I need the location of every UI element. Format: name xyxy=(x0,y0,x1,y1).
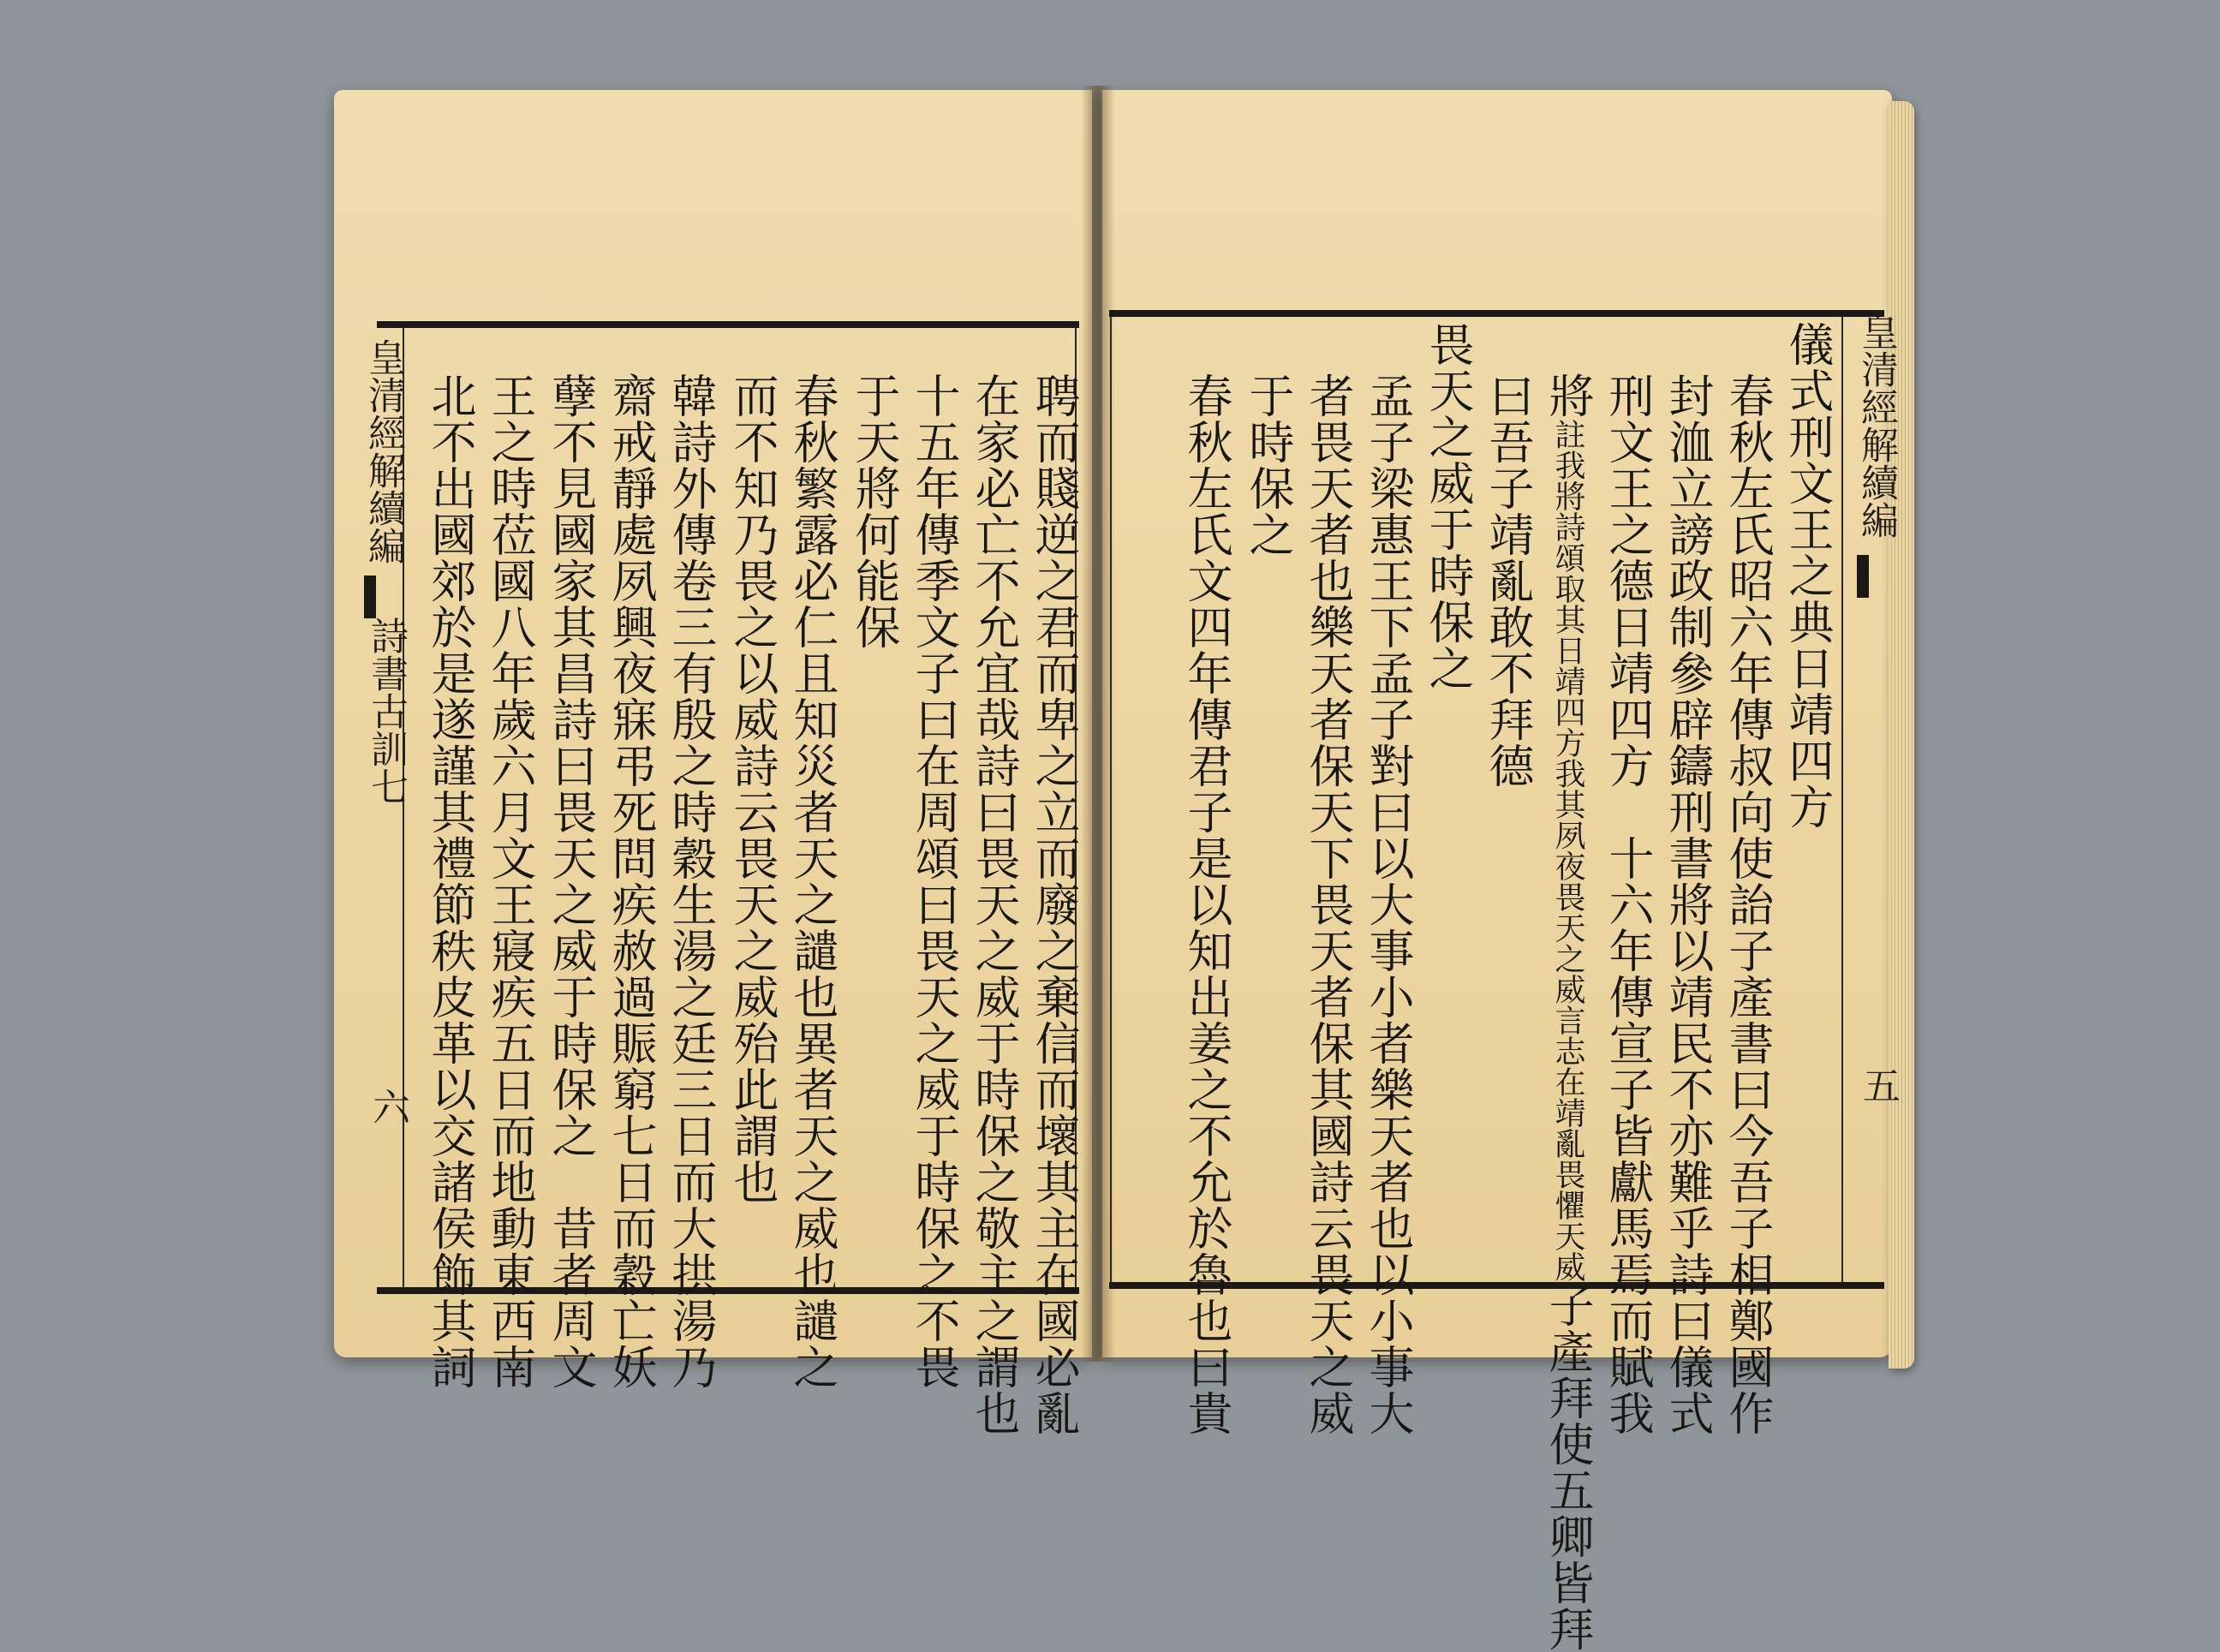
right-column-4: 刑文王之德日靖四方 十六年傳宣子皆獻馬焉而賦我 xyxy=(1602,373,1654,1436)
left-column-10: 王之時莅國八年歲六月文王寢疾五日而地動東西南 xyxy=(484,373,536,1390)
right-column-3: 封洫立謗政制參辟鑄刑書將以靖民不亦難乎詩曰儀式 xyxy=(1662,373,1714,1436)
left-column-5: 春秋繁露必仁且知災者天之譴也異者天之威也譴之 xyxy=(786,373,838,1390)
left-margin-section: 詩書古訓七 xyxy=(364,617,408,805)
left-column-2: 在家必亡不允宜哉詩曰畏天之威于時保之敬主之謂也 xyxy=(968,373,1020,1436)
right-edge-line xyxy=(1110,317,1112,1282)
left-column-9: 孽不見國家其昌詩曰畏天之威于時保之 昔者周文 xyxy=(545,373,597,1390)
left-margin-mark xyxy=(364,576,376,618)
left-top-rule xyxy=(377,321,1079,328)
right-column-5 xyxy=(1542,373,1593,1652)
right-column-8: 孟子梁惠王下孟子對曰以大事小者樂天者也以小事大 xyxy=(1362,373,1414,1436)
right-column-1: 儀式刑文王之典日靖四方 xyxy=(1781,321,1834,830)
left-column-7: 韓詩外傳卷三有殷之時穀生湯之廷三日而大拱湯乃 xyxy=(665,373,717,1390)
left-column-1: 聘而賤逆之君而卑之立而廢之棄信而壞其主在國必亂 xyxy=(1028,373,1080,1436)
right-column-2: 春秋左氏昭六年傳叔向使詒子產書曰今吾子相鄭國作 xyxy=(1722,373,1774,1436)
right-column-5-head: 將 xyxy=(1542,373,1594,419)
right-column-5-annotation: 註我將詩頌取其日靖四方我其夙夜畏天之威言志在靖亂畏懼天威 xyxy=(1550,419,1585,1282)
right-column-6: 曰吾子靖亂敢不拜德 xyxy=(1482,373,1534,789)
left-margin-page-number: 六 xyxy=(366,1088,409,1125)
right-margin-title: 皇清經解續編 xyxy=(1854,313,1898,539)
right-margin-page-number: 五 xyxy=(1856,1066,1900,1104)
left-column-4: 于天將何能保 xyxy=(848,373,900,650)
left-margin-title: 皇清經解續編 xyxy=(361,338,405,564)
right-column-9: 者畏天者也樂天者保天下畏天者保其國詩云畏天之威 xyxy=(1302,373,1354,1436)
right-top-rule xyxy=(1109,310,1884,317)
right-column-10: 于時保之 xyxy=(1242,373,1294,558)
left-column-11: 北不出國郊於是遂謹其禮節秩皮革以交諸侯飾其詞 xyxy=(424,373,476,1390)
right-margin-mark xyxy=(1857,555,1869,598)
page-edges xyxy=(1889,101,1914,1369)
right-column-11: 春秋左氏文四年傳君子是以知出姜之不允於魯也曰貴 xyxy=(1180,373,1232,1436)
left-column-3: 十五年傳季文子曰在周頌曰畏天之威于時保之不畏 xyxy=(908,373,960,1390)
left-column-6: 而不知乃畏之以威詩云畏天之威殆此謂也 xyxy=(726,373,779,1205)
right-margin-line xyxy=(1841,317,1843,1282)
right-column-7: 畏天之威于時保之 xyxy=(1422,321,1474,691)
left-column-8: 齋戒靜處夙興夜寐弔死問疾赦過賑窮七日而穀亡妖 xyxy=(605,373,657,1390)
right-column-5-tail: 子產拜使五卿皆拜 xyxy=(1542,1282,1594,1652)
